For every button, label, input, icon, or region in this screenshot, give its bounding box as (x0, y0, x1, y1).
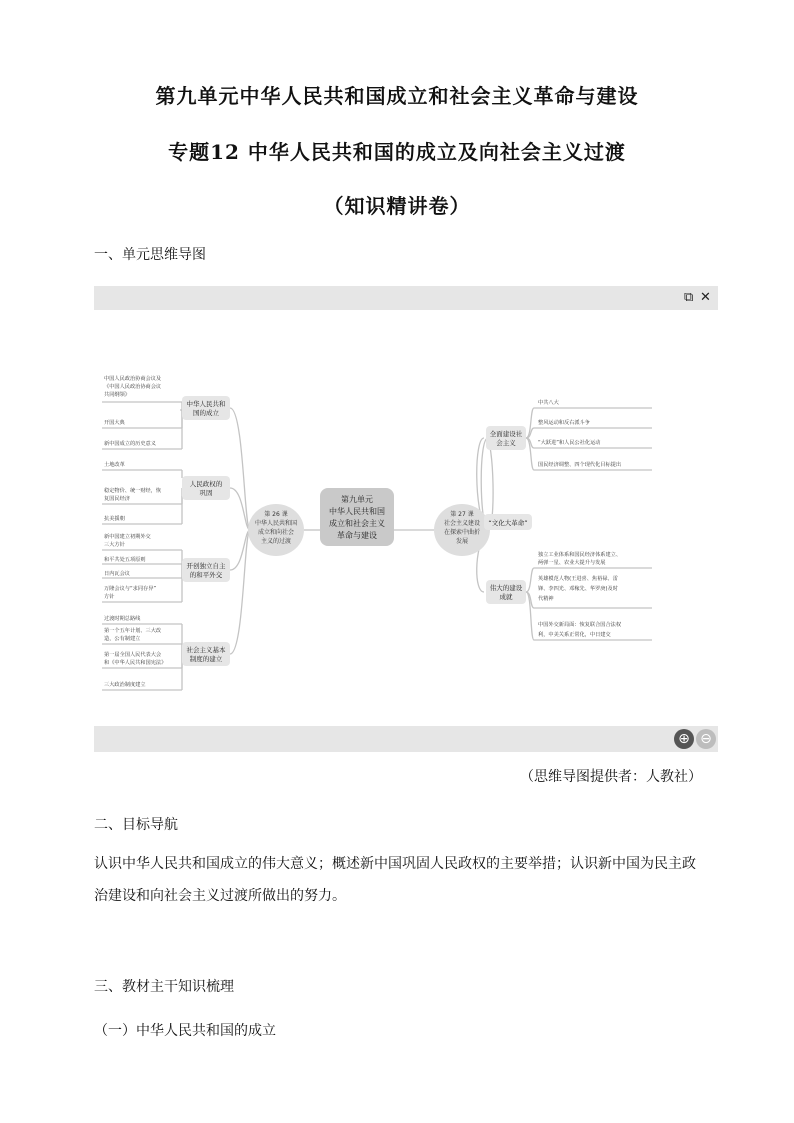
goals-paragraph (94, 848, 714, 912)
center-text-3: 成立和社会主义 (329, 519, 385, 528)
section-knowledge-heading: 三、教材主干知识梳理 (94, 979, 234, 995)
leaf-geneva-conference: 日内瓦会议 (104, 571, 130, 577)
lesson-26-text-2: 中华人民共和国 (254, 520, 298, 527)
branch-system-text-2: 制度的建立 (189, 655, 223, 663)
goals-line-1: 认识中华人民共和国成立的伟大意义；概述新中国巩固人民政权的主要举措；认识新中国为民主政 (94, 856, 696, 872)
center-text-4: 革命与建设 (337, 531, 377, 540)
unit-title: 第九单元中华人民共和国成立和社会主义革命与建设 (155, 84, 639, 108)
branch-cultural-revolution-text: “文化大革命” (488, 519, 528, 527)
leaf-historical-significance: 新中国成立的历史意义 (104, 441, 156, 447)
branch-prc-founding-text-2: 国的成立 (193, 409, 219, 417)
leaf-cppcc-2: 《中国人民政治协商会议 (104, 384, 162, 390)
lesson-26-text-4: 主义的过渡 (260, 538, 292, 545)
leaf-stabilize-prices-2: 复国民经济 (104, 496, 130, 502)
lesson-27-text-3: 在探索中曲折 (443, 529, 481, 536)
leaf-model-heroes-3: 代精神 (538, 596, 554, 602)
branch-system-text-1: 社会主义基本 (186, 646, 226, 654)
leaf-diplomacy-new-2: 利，中美关系正常化，中日建交 (538, 632, 611, 638)
leaf-political-systems: 三大政治制度建立 (104, 682, 146, 688)
leaf-bandung-2: 方针 (104, 594, 115, 600)
branch-regime-text-1: 人民政权的 (189, 480, 223, 488)
branch-achievements-text-2: 成就 (499, 593, 513, 601)
leaf-rectification: 整风运动和反右派斗争 (538, 420, 590, 426)
leaf-five-year-plan-2: 造，公有制建立 (104, 636, 141, 642)
leaf-industrial-system-1: 独立工业体系和国民经济体系建立、 (538, 552, 622, 558)
lesson-27-text-1: 第 27 课 (450, 511, 474, 518)
center-text-2: 中华人民共和国 (329, 507, 385, 516)
viewer-top-bar (94, 286, 718, 310)
restore-window-icon[interactable]: ⧉ (684, 290, 694, 305)
leaf-five-principles: 和平共处五项原则 (104, 557, 146, 563)
branch-build-text-1: 全面建设社 (489, 430, 523, 438)
center-text-1: 第九单元 (341, 495, 373, 504)
branch-achievements-text-1: 伟大的建设 (489, 584, 523, 592)
leaf-general-line: 过渡时期总路线 (104, 616, 141, 622)
mindmap-viewer (94, 286, 718, 752)
goals-line-2: 治建设和向社会主义过渡所做出的努力。 (94, 888, 346, 904)
subsection-prc-founding: （一）中华人民共和国的成立 (94, 1023, 276, 1039)
leaf-npc-2: 和《中华人民共和国宪法》 (104, 660, 167, 666)
leaf-eighth-congress: 中共八大 (538, 400, 559, 406)
branch-build-text-2: 会主义 (496, 439, 516, 447)
leaf-founding-ceremony: 开国大典 (104, 420, 125, 426)
leaf-great-leap: “大跃进”和人民公社化运动 (538, 440, 601, 446)
leaf-foreign-policy-1: 新中国建立初期外交 (104, 534, 151, 540)
leaf-cppcc-1: 中国人民政治协商会议及 (104, 376, 162, 382)
lesson-26-text-3: 成立和向社会 (257, 529, 295, 536)
lesson-27-text-2: 社会主义建设 (443, 520, 481, 527)
zoom-in-icon[interactable]: ⊕ (674, 729, 694, 749)
leaf-model-heroes-2: 锋、李四光、邓稼先、华罗庚)及时 (538, 586, 618, 592)
lesson-26-text-1: 第 26 课 (264, 511, 288, 518)
leaf-korean-war: 抗美援朝 (104, 516, 125, 522)
leaf-model-heroes-1: 英雄模范人物(王进喜、焦裕禄、雷 (538, 576, 618, 582)
leaf-diplomacy-new-1: 中国外交新局面：恢复联合国合法权 (538, 622, 622, 628)
leaf-npc-1: 第一届全国人民代表大会 (104, 652, 162, 658)
section-goals-heading: 二、目标导航 (94, 817, 178, 833)
volume-subtitle: （知识精讲卷） (323, 194, 471, 218)
branch-diplomacy-text-1: 开创独立自主 (186, 562, 226, 570)
topic-title: 专题12 中华人民共和国的成立及向社会主义过渡 (168, 140, 626, 164)
leaf-industrial-system-2: 两弹一星、农业大提升与发展 (538, 560, 606, 566)
leaf-bandung-1: 万隆会议与“求同存异” (104, 586, 157, 592)
leaf-five-year-plan-1: 第一个五年计划、三大改 (104, 628, 162, 634)
section-mindmap-heading: 一、单元思维导图 (94, 247, 206, 263)
leaf-foreign-policy-2: 三大方针 (104, 542, 125, 548)
leaf-land-reform: 土地改革 (104, 462, 125, 468)
branch-prc-founding-text-1: 中华人民共和 (186, 400, 226, 408)
zoom-out-icon[interactable]: ⊖ (696, 729, 716, 749)
leaf-stabilize-prices-1: 稳定物价、统一财经，恢 (104, 488, 162, 494)
branch-diplomacy-text-2: 的和平外交 (189, 571, 223, 579)
leaf-economic-adjustment: 国民经济调整、四个现代化目标提出 (538, 462, 622, 468)
leaf-cppcc-3: 共同纲领》 (104, 392, 130, 398)
mindmap-diagram (94, 310, 718, 726)
viewer-bottom-bar (94, 726, 718, 752)
lesson-27-text-4: 发展 (455, 538, 469, 545)
mindmap-credit: （思维导图提供者：人教社） (520, 769, 702, 785)
close-icon[interactable]: ✕ (700, 290, 711, 305)
branch-regime-text-2: 巩固 (199, 489, 213, 497)
